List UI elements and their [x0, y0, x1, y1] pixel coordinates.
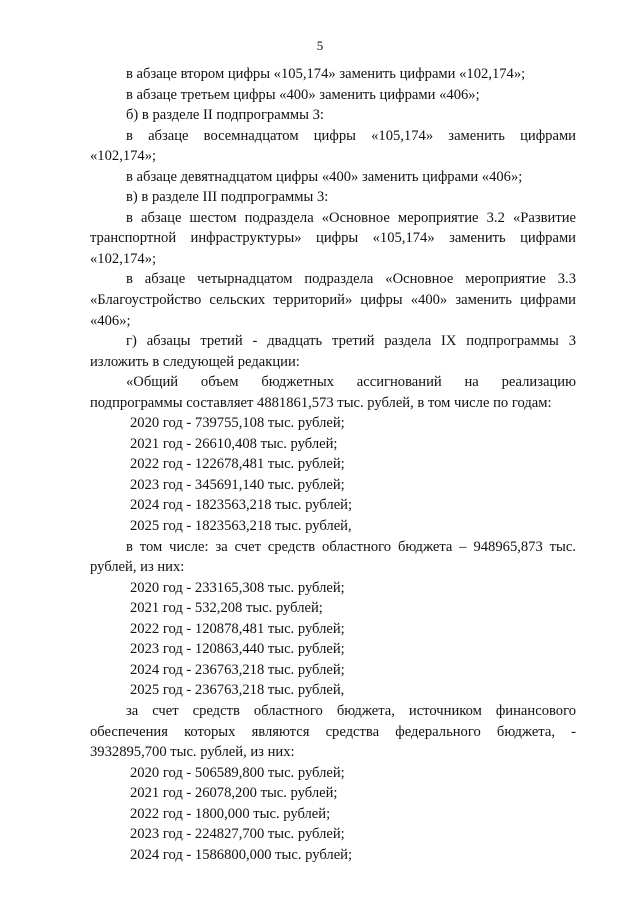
- paragraph: в том числе: за счет средств областного бюджета – 948965,873 тыс. рублей, из них:: [90, 538, 576, 576]
- year-line: 2023 год - 224827,700 тыс. рублей;: [130, 826, 345, 843]
- year-line: 2022 год - 1800,000 тыс. рублей;: [130, 805, 331, 822]
- year-line: 2023 год - 120863,440 тыс. рублей;: [130, 641, 345, 658]
- paragraph: в абзаце шестом подраздела «Основное мероприятие 3.2 «Развитие транспортной инфраструктуры» цифры «105,174» заменить цифрами «102,174»;: [90, 209, 576, 267]
- year-line: 2022 год - 122678,481 тыс. рублей;: [130, 456, 345, 473]
- paragraph: б) в разделе II подпрограммы 3:: [126, 107, 324, 124]
- page-number: 5: [316, 38, 324, 53]
- year-line: 2022 год - 120878,481 тыс. рублей;: [130, 620, 345, 637]
- document-body: [90, 64, 576, 865]
- paragraph: в абзаце девятнадцатом цифры «400» заменить цифрами «406»;: [126, 168, 523, 185]
- year-line: 2021 год - 26610,408 тыс. рублей;: [130, 435, 338, 452]
- paragraph: в абзаце восемнадцатом цифры «105,174» заменить цифрами «102,174»;: [90, 127, 576, 165]
- paragraph: г) абзацы третий - двадцать третий раздела IX подпрограммы 3 изложить в следующей редакции:: [90, 333, 576, 370]
- year-line: 2020 год - 739755,108 тыс. рублей;: [130, 415, 345, 432]
- paragraph: «Общий объем бюджетных ассигнований на реализацию подпрограммы составляет 4881861,573 тыс. рублей, в том числе по годам:: [90, 374, 576, 411]
- year-line: 2024 год - 1586800,000 тыс. рублей;: [130, 846, 353, 863]
- year-line: 2021 год - 532,208 тыс. рублей;: [130, 600, 323, 617]
- paragraph: за счет средств областного бюджета, источником финансового обеспечения которых являются средства федерального бюджета, - 3932895,700 тыс. рублей, из них:: [90, 702, 576, 761]
- year-line: 2025 год - 1823563,218 тыс. рублей,: [130, 518, 352, 535]
- paragraph: в абзаце четырнадцатом подраздела «Основное мероприятие 3.3 «Благоустройство сельских территорий» цифры «400» заменить цифрами «406»;: [90, 271, 576, 329]
- year-line: 2020 год - 506589,800 тыс. рублей;: [130, 764, 345, 781]
- year-line: 2021 год - 26078,200 тыс. рублей;: [130, 785, 338, 802]
- year-line: 2024 год - 236763,218 тыс. рублей;: [130, 661, 345, 678]
- year-line: 2025 год - 236763,218 тыс. рублей,: [130, 682, 345, 699]
- year-line: 2024 год - 1823563,218 тыс. рублей;: [130, 497, 353, 514]
- year-line: 2020 год - 233165,308 тыс. рублей;: [130, 579, 345, 596]
- paragraph: в абзаце третьем цифры «400» заменить цифрами «406»;: [126, 86, 480, 103]
- paragraph: в абзаце втором цифры «105,174» заменить цифрами «102,174»;: [126, 66, 526, 82]
- year-line: 2023 год - 345691,140 тыс. рублей;: [130, 476, 345, 493]
- paragraph: в) в разделе III подпрограммы 3:: [126, 189, 329, 206]
